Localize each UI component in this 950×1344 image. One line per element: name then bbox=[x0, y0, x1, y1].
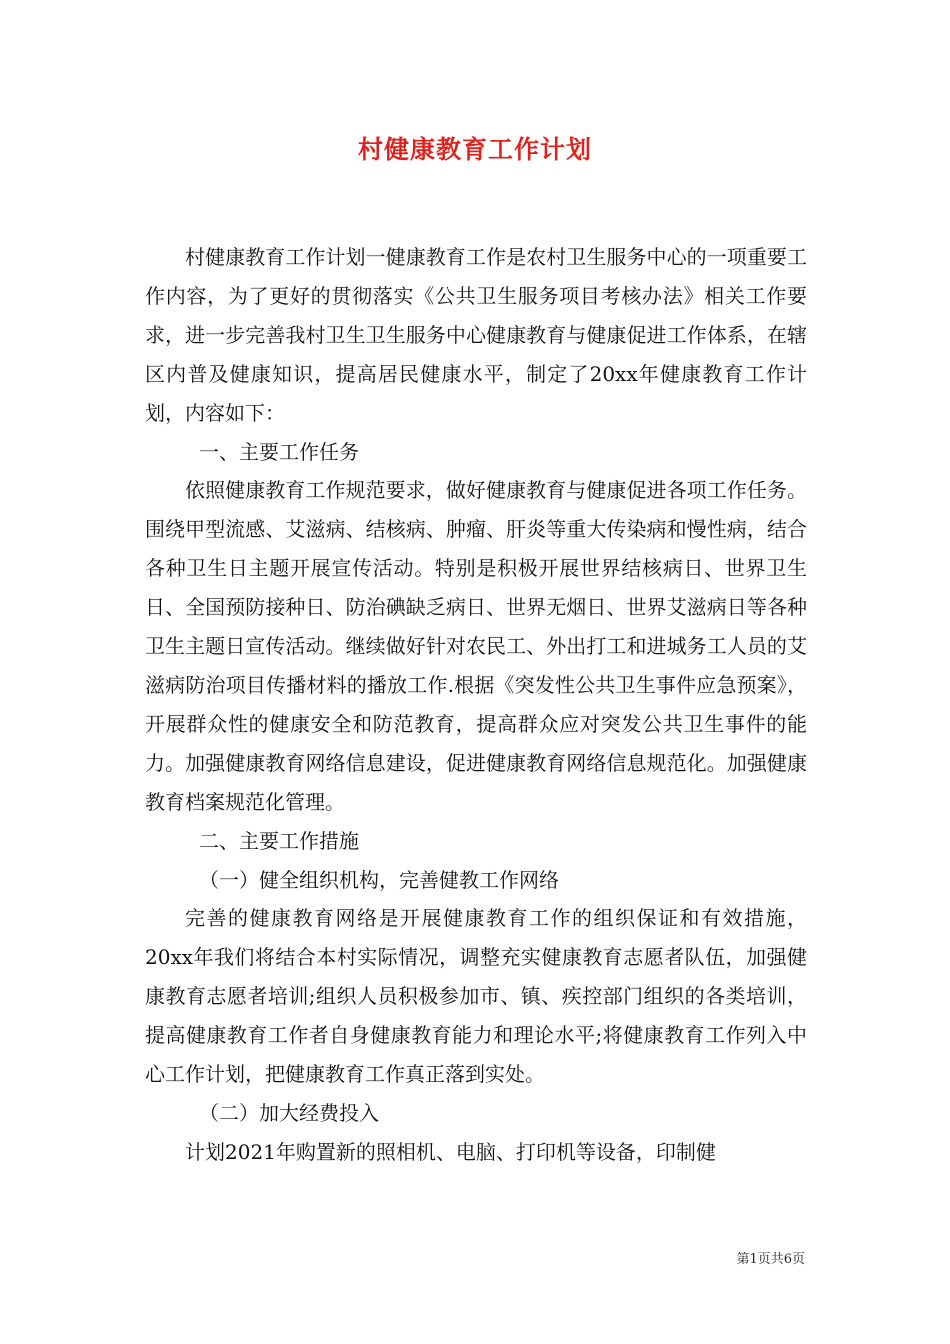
funding-paragraph: 计划2021年购置新的照相机、电脑、打印机等设备，印制健 bbox=[185, 1139, 716, 1164]
section-heading-main-measures: 二、主要工作措施 bbox=[199, 828, 359, 853]
organization-paragraph: 完善的健康教育网络是开展健康教育工作的组织保证和有效措施，20xx年我们将结合本村实际情况，调整充实健康教育志愿者队伍，加强健康教育志愿者培训;组织人员积极参加市、镇、疾控部门组织的各类培训，提高健康教育工作者自身健康教育能力和理论水平;将健康教育工作列入中心工作计划，把健康教育工作真正落到实处。 bbox=[145, 906, 807, 1087]
subsection-heading-organization: （一）健全组织机构，完善健教工作网络 bbox=[199, 867, 559, 892]
section-heading-main-tasks: 一、主要工作任务 bbox=[199, 439, 359, 464]
page-indicator: 第1页共6页 bbox=[736, 1252, 805, 1267]
intro-paragraph: 村健康教育工作计划一健康教育工作是农村卫生服务中心的一项重要工作内容，为了更好的贯彻落实《公共卫生服务项目考核办法》相关工作要求，进一步完善我村卫生卫生服务中心健康教育与健康促进工作体系，在辖区内普及健康知识，提高居民健康水平，制定了20xx年健康教育工作计划，内容如下： bbox=[145, 245, 807, 425]
document-title: 村健康教育工作计划 bbox=[357, 135, 592, 164]
subsection-heading-funding: （二）加大经费投入 bbox=[199, 1100, 379, 1125]
document-body bbox=[145, 238, 807, 1172]
main-tasks-paragraph: 依照健康教育工作规范要求，做好健康教育与健康促进各项工作任务。围绕甲型流感、艾滋病、结核病、肿瘤、肝炎等重大传染病和慢性病，结合各种卫生日主题开展宣传活动。特别是积极开展世界结核病日、世界卫生日、全国预防接种日、防治碘缺乏病日、世界无烟日、世界艾滋病日等各种卫生主题日宣传活动。继续做好针对农民工、外出打工和进城务工人员的艾滋病防治项目传播材料的播放工作.根据《突发性公共卫生事件应急预案》，开展群众性的健康安全和防范教育，提高群众应对突发公共卫生事件的能力。加强健康教育网络信息建设，促进健康教育网络信息规范化。加强健康教育档案规范化管理。 bbox=[145, 478, 807, 814]
